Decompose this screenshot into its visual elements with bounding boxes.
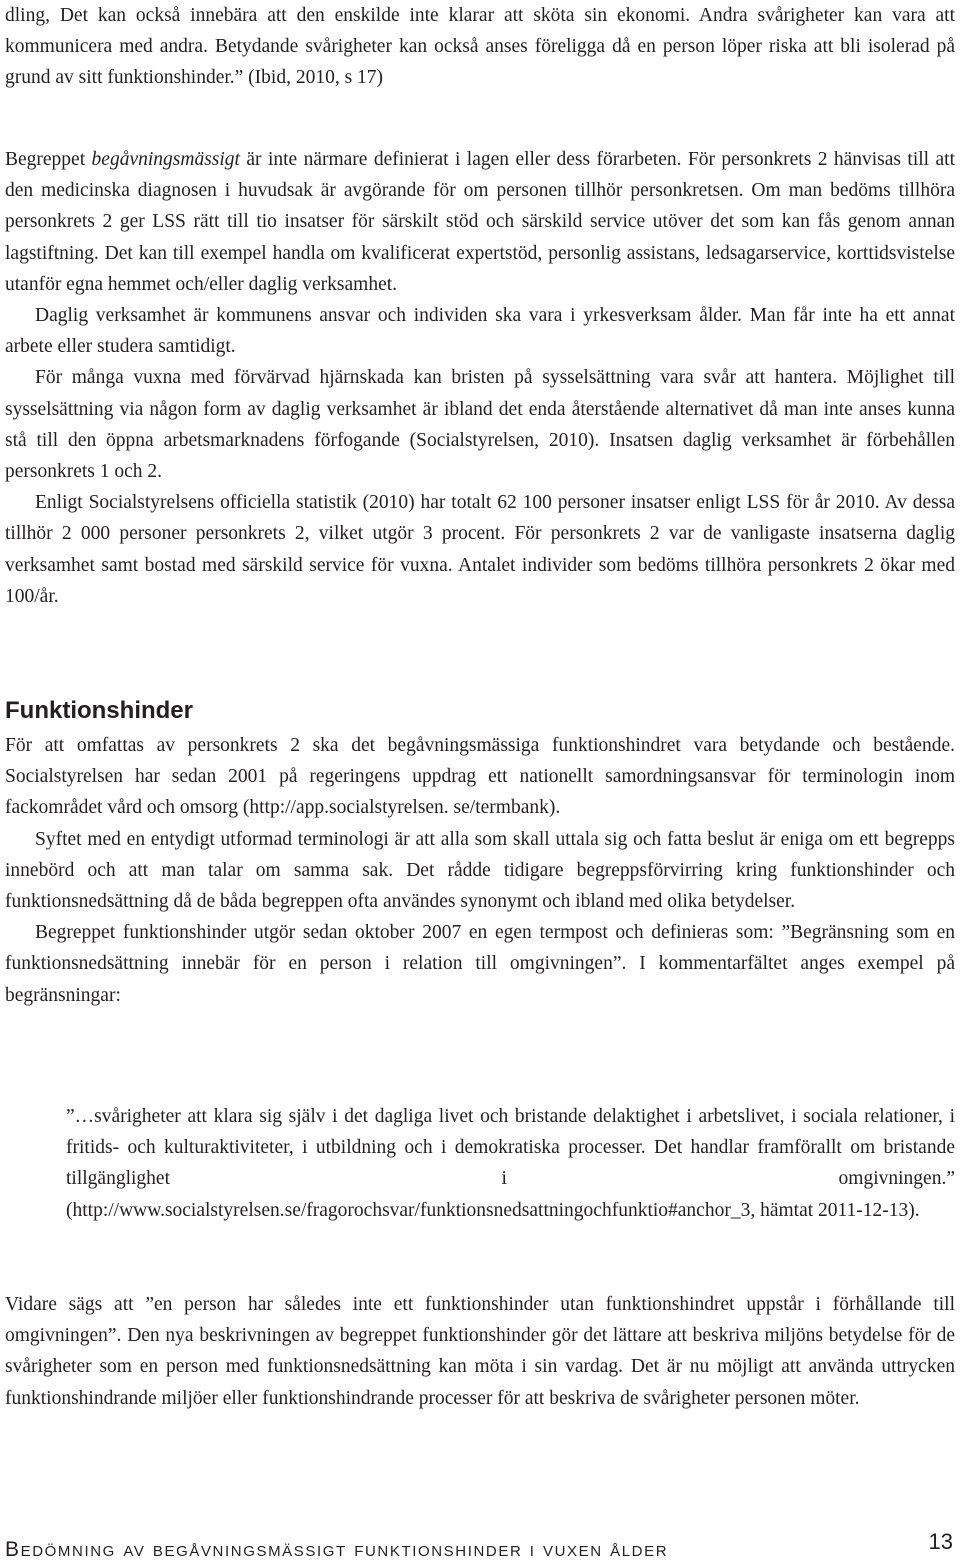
paragraph: Begreppet funktionshinder utgör sedan oktober 2007 en egen termpost och definieras som: ”Begränsning som en funktionsnedsättning innebär för en person i relation till omgivningen”. I kommentarfältet anges exempel på begränsningar: (5, 922, 955, 1006)
paragraph (5, 144, 955, 300)
paragraph: Syftet med en entydigt utformad terminologi är att alla som skall uttala sig och fatta beslut är eniga om ett begrepps innebörd och att man talar om samma sak. Det rådde tidigare begreppsförvirring kring funktionshinder och funktionsnedsättning då de båda begreppen ofta användes synonymt och ibland med olika betydelser. (5, 828, 955, 913)
paragraph: Daglig verksamhet är kommunens ansvar och individen ska vara i yrkesverksam ålder. Man får inte ha ett annat arbete eller studera samtidigt. (5, 305, 955, 358)
block-quote (66, 1101, 955, 1226)
quote-text: ”…svårigheter att klara sig själv i det dagliga livet och bristande delaktighet i arbetslivet, i sociala relationer, i fritids- och kulturaktiviteter, i utbildning och i demokratiska processer. Det handlar framförallt om bristande tillgänglighet i omgivningen.” (http://www.socialstyrelsen.se/fragorochsvar/funktionsnedsattningochfunktio#anchor_3, hämtat 2011-12-13). (66, 1106, 955, 1221)
paragraph-text: Begreppet (5, 149, 92, 170)
funktionshinder-section (5, 730, 955, 1011)
paragraph: Enligt Socialstyrelsens officiella statistik (2010) har totalt 62 100 personer insatser enligt LSS för år 2010. Av dessa tillhör 2 000 personer personkrets 2, vilket utgör 3 procent. För personkrets 2 var de vanligaste insatserna daglig verksamhet samt bostad med särskild service för vuxna. Antalet individer som bedöms tillhöra personkrets 2 ökar med 100/år. (5, 492, 955, 607)
page-number: 13 (928, 1529, 953, 1554)
section-heading: Funktionshinder (5, 697, 193, 724)
emphasized-term: begåvningsmässigt (91, 149, 240, 170)
page-footer (5, 1529, 955, 1561)
paragraph: För att omfattas av personkrets 2 ska det begåvningsmässiga funktionshindret vara betydande och bestående. Socialstyrelsen har sedan 2001 på regeringens uppdrag ett nationellt samordningsansvar för terminologin inom fackområdet vård och omsorg (http://app.socialstyrelsen. se/termbank). (5, 735, 955, 819)
paragraph-text: är inte närmare definierat i lagen eller dess förarbeten. För personkrets 2 hänvisas till att den medicinska diagnosen i huvudsak är avgörande för om personen tillhör personkretsen. Om man bedöms tillhöra personkrets 2 ger LSS rätt till tio insatser för särskilt stöd och särskild service utöver det som kan fås genom annan lagstiftning. Det kan till exempel handla om kvalificerat expertstöd, personlig assistans, ledsagarservice, korttidsvistelse utanför egna hemmet och/eller daglig verksamhet. (5, 149, 955, 295)
paragraph: Vidare sägs att ”en person har således inte ett funktionshinder utan funktionshindret uppstår i förhållande till omgivningen”. Den nya beskrivningen av begreppet funktionshinder gör det lättare att beskriva miljöns betydelse för de svårigheter som en person med funktionsnedsättning kan möta i sin vardag. Det är nu möjligt att använda uttrycken funktionshindrande miljöer eller funktionshindrande processer för att beskriva de svårigheter personen möter. (5, 1294, 955, 1409)
personkrets-section (5, 144, 955, 612)
running-footer-title: Bedömning av begåvningsmässigt funktionshinder i vuxen ålder (5, 1538, 669, 1561)
paragraph: dling, Det kan också innebära att den enskilde inte klarar att sköta sin ekonomi. Andra svårigheter kan vara att kommunicera med andra. Betydande svårigheter kan också anses föreligga då en person löper riska att bli isolerad på grund av sitt funktionshinder.” (Ibid, 2010, s 17) (5, 5, 955, 89)
continued-paragraph-section (5, 0, 955, 94)
closing-section (5, 1289, 955, 1414)
paragraph: För många vuxna med förvärvad hjärnskada kan bristen på sysselsättning vara svår att hantera. Möjlighet till sysselsättning via någon form av daglig verksamhet är ibland det enda återstående alternativet då man inte anses kunna stå till den öppna arbetsmarknadens förfogande (Socialstyrelsen, 2010). Insatsen daglig verksamhet är förbehållen personkrets 1 och 2. (5, 367, 955, 483)
